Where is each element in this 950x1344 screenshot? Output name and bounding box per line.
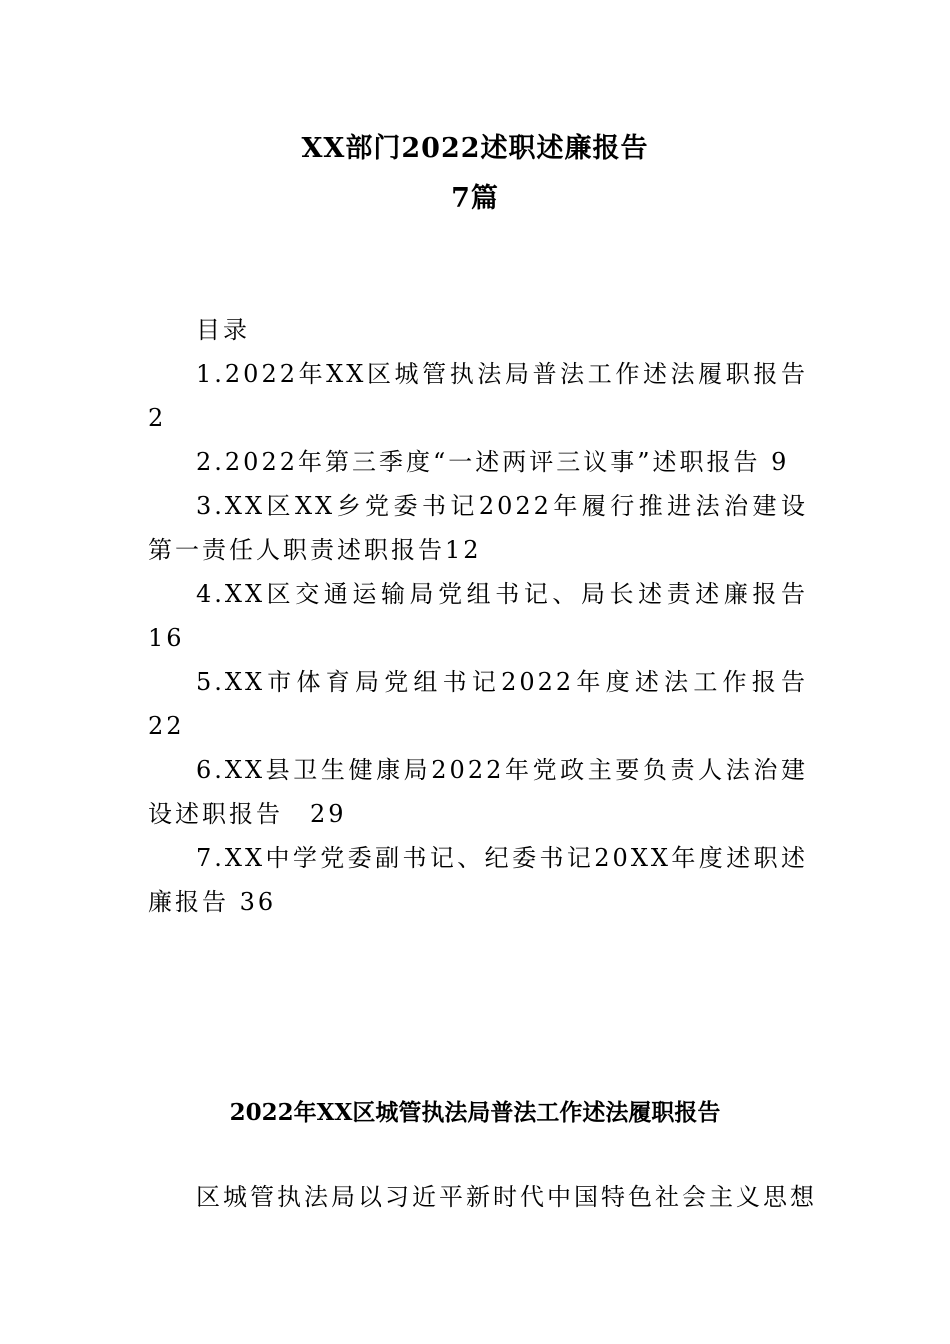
document-subtitle: 7篇 [451, 183, 499, 214]
document-title: XX部门2022述职述廉报告 [301, 133, 649, 164]
toc-entry-6: 6.XX县卫生健康局2022年党政主要负责人法治建设述职报告 29 [148, 756, 808, 828]
toc-entry-2: 2.2022年第三季度“一述两评三议事”述职报告 9 [196, 448, 790, 476]
toc-heading: 目录 [196, 316, 250, 344]
toc-entry-3: 3.XX区XX乡党委书记2022年履行推进法治建设第一责任人职责述职报告12 [148, 492, 808, 564]
toc-entry-5: 5.XX市体育局党组书记2022年度述法工作报告 22 [148, 668, 835, 740]
toc-entry-7: 7.XX中学党委副书记、纪委书记20XX年度述职述廉报告 36 [148, 844, 808, 916]
toc-entry-4: 4.XX区交通运输局党组书记、局长述责述廉报告 16 [148, 580, 808, 652]
section-title: 2022年XX区城管执法局普法工作述法履职报告 [229, 1099, 721, 1126]
toc-entry-1: 1.2022年XX区城管执法局普法工作述法履职报告2 [148, 360, 808, 432]
table-of-contents [148, 308, 835, 924]
body-paragraph: 区城管执法局以习近平新时代中国特色社会主义思想 [196, 1183, 817, 1211]
